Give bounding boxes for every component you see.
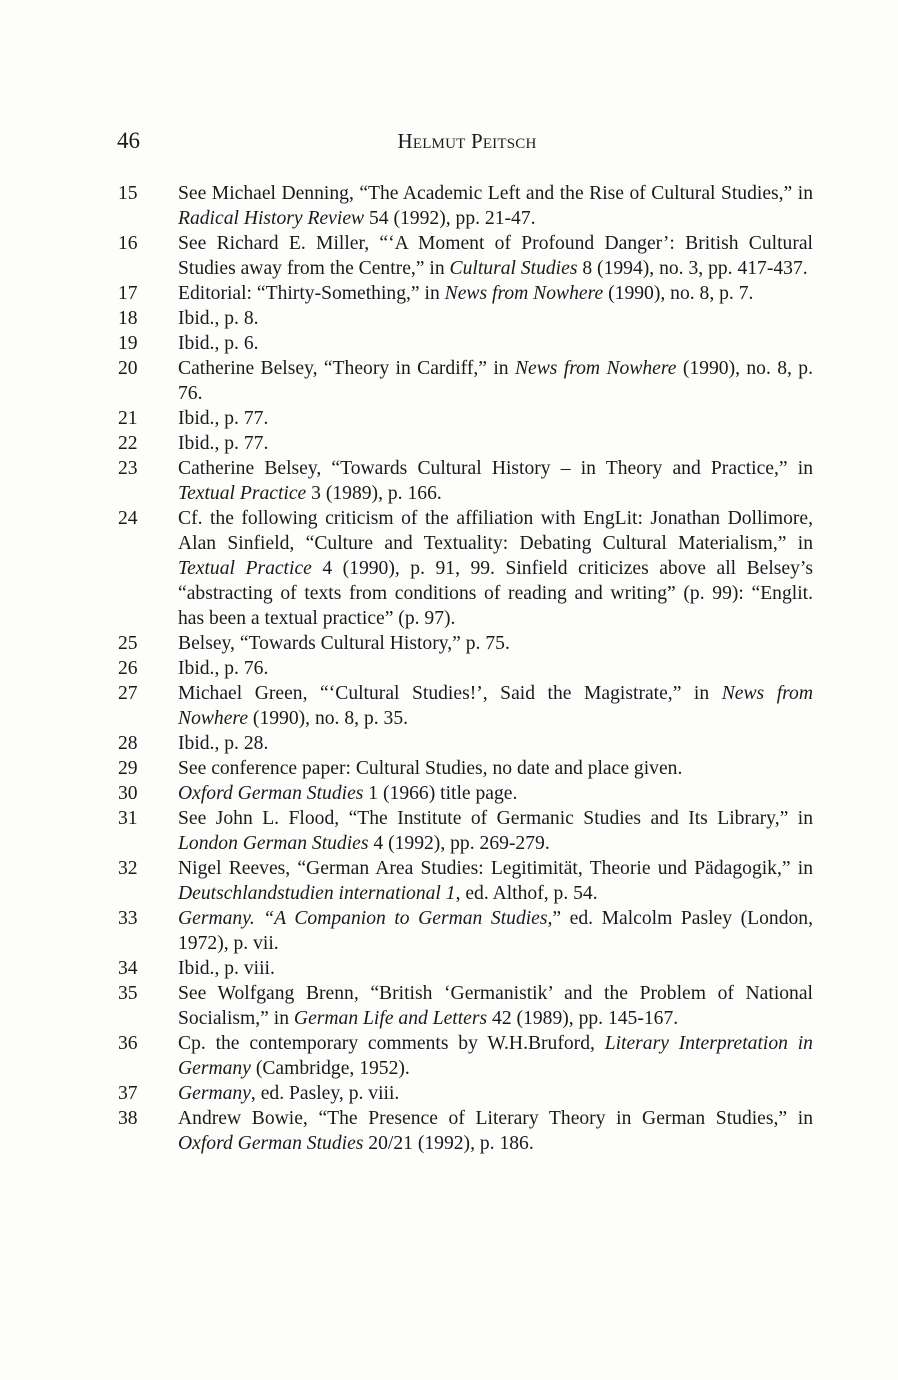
endnote-text	[178, 1081, 813, 1106]
endnote-number: 19	[118, 333, 138, 354]
endnote-title-italic: Literary Interpretation in Germany	[178, 1033, 813, 1079]
endnote-text-run: 54 (1992), pp. 21-47.	[364, 208, 536, 229]
endnote	[117, 806, 813, 856]
endnote	[117, 356, 813, 406]
endnote	[117, 906, 813, 956]
endnote-text	[178, 356, 813, 406]
endnote-text-run: Ibid., p. 77.	[178, 408, 269, 429]
endnote-number: 35	[118, 983, 138, 1004]
endnote-number: 16	[118, 233, 138, 254]
endnote-text-run: (1990), no. 8, p. 7.	[603, 283, 754, 304]
endnote-text-run: Michael Green, “‘Cultural Studies!’, Said the Magistrate,” in	[178, 683, 722, 704]
endnote-text-run: Editorial: “Thirty-Something,” in	[178, 283, 445, 304]
endnote-title-italic: Germany	[178, 1083, 251, 1104]
endnote	[117, 456, 813, 506]
endnote-number: 33	[118, 908, 138, 929]
endnote-text-run: Cp. the contemporary comments by W.H.Bruford,	[178, 1033, 605, 1054]
endnote-text	[178, 231, 813, 281]
endnote-title-italic: Radical History Review	[178, 208, 365, 229]
endnote-number: 32	[118, 858, 138, 879]
endnote-text-run: (1990), no. 8, p. 76.	[178, 358, 813, 404]
endnote-title-italic: Textual Practice	[178, 558, 312, 579]
endnote	[117, 331, 813, 356]
endnote-text-run: Ibid., p. 76.	[178, 658, 269, 679]
endnote-text-run: 3 (1989), p. 166.	[306, 483, 442, 504]
endnote	[117, 1081, 813, 1106]
endnote-number: 29	[118, 758, 138, 779]
endnote-text	[178, 406, 813, 431]
endnote-text-run: See John L. Flood, “The Institute of Germanic Studies and Its Library,” in	[178, 808, 813, 829]
endnote-number: 15	[118, 183, 138, 204]
endnote	[117, 756, 813, 781]
endnote-text-run: , ed. Pasley, p. viii.	[250, 1083, 400, 1104]
endnote-number: 36	[118, 1033, 138, 1054]
endnote	[117, 231, 813, 281]
endnote-number: 38	[118, 1108, 138, 1129]
endnote	[117, 631, 813, 656]
endnote-text	[178, 281, 813, 306]
endnote-text	[178, 781, 813, 806]
endnote-text-run: 4 (1990), p. 91, 99. Sinfield criticizes above all Belsey’s “abstracting of texts from conditions of reading and writing” (p. 99): “Englit. has been a textual practice” (p. 97).	[178, 558, 813, 629]
endnote	[117, 981, 813, 1031]
endnote	[117, 781, 813, 806]
endnote-text	[178, 1106, 813, 1156]
endnote-number: 28	[118, 733, 138, 754]
endnote	[117, 681, 813, 731]
endnote-text-run: , ed. Althof, p. 54.	[455, 883, 598, 904]
endnote-number: 30	[118, 783, 138, 804]
endnote-text-run: 8 (1994), no. 3, pp. 417-437.	[577, 258, 808, 279]
page-number: 46	[117, 128, 140, 153]
endnote-text-run: Belsey, “Towards Cultural History,” p. 75.	[178, 633, 510, 654]
endnote-text-run: See Richard E. Miller, “‘A Moment of Profound Danger’: British Cultural Studies away from the Centre,” in	[178, 233, 813, 279]
endnote	[117, 506, 813, 631]
endnote-text	[178, 506, 813, 631]
endnote-text-run: See conference paper: Cultural Studies, no date and place given.	[178, 758, 683, 779]
endnote-title-italic: News from Nowhere	[514, 358, 677, 379]
endnote-number: 27	[118, 683, 138, 704]
endnote-text	[178, 1031, 813, 1081]
endnote-text-run: 1 (1966) title page.	[363, 783, 518, 804]
endnote-text	[178, 181, 813, 231]
endnote-text-run: Catherine Belsey, “Theory in Cardiff,” in	[178, 358, 515, 379]
endnotes-list	[117, 181, 813, 1156]
endnote-text-run: Andrew Bowie, “The Presence of Literary Theory in German Studies,” in	[178, 1108, 813, 1129]
endnote-text-run: Cf. the following criticism of the affiliation with EngLit: Jonathan Dollimore, Alan Sinfield, “Culture and Textuality: Debating Cultural Materialism,” in	[178, 508, 813, 554]
endnote-text-run: See Michael Denning, “The Academic Left and the Rise of Cultural Studies,” in	[178, 183, 813, 204]
endnote	[117, 1106, 813, 1156]
endnote	[117, 406, 813, 431]
endnote-text	[178, 806, 813, 856]
endnote-text	[178, 431, 813, 456]
endnote-number: 25	[118, 633, 138, 654]
endnote	[117, 431, 813, 456]
endnote-text	[178, 731, 813, 756]
endnote-text	[178, 906, 813, 956]
endnote-number: 23	[118, 458, 138, 479]
endnote-number: 20	[118, 358, 138, 379]
endnote-text	[178, 981, 813, 1031]
endnote-title-italic: Oxford German Studies	[178, 783, 364, 804]
endnote-text	[178, 681, 813, 731]
endnote	[117, 856, 813, 906]
endnote-text-run: (Cambridge, 1952).	[250, 1058, 410, 1079]
endnote-title-italic: News from Nowhere	[178, 683, 813, 729]
endnote-text-run: ” ed. Malcolm Pasley (London, 1972), p. vii.	[178, 908, 813, 954]
endnote-text	[178, 756, 813, 781]
endnote-title-italic: London German Studies	[178, 833, 369, 854]
endnote-text-run: 42 (1989), pp. 145-167.	[487, 1008, 679, 1029]
endnote-text-run: 20/21 (1992), p. 186.	[363, 1133, 534, 1154]
endnote-title-italic: Cultural Studies	[449, 258, 578, 279]
endnote-number: 24	[118, 508, 138, 529]
endnote-text	[178, 856, 813, 906]
running-head: Helmut Peitsch	[397, 129, 537, 153]
endnote-text-run: See Wolfgang Brenn, “British ‘Germanistik’ and the Problem of National Socialism,” in	[178, 983, 813, 1029]
endnote-text-run: (1990), no. 8, p. 35.	[248, 708, 409, 729]
endnote-number: 26	[118, 658, 138, 679]
endnote-text	[178, 456, 813, 506]
endnote	[117, 656, 813, 681]
endnote-number: 34	[118, 958, 138, 979]
endnote	[117, 281, 813, 306]
endnote-text	[178, 306, 813, 331]
endnote-title-italic: German Life and Letters	[293, 1008, 488, 1029]
endnote-text	[178, 956, 813, 981]
endnote-text	[178, 656, 813, 681]
endnote-title-italic: News from Nowhere	[444, 283, 604, 304]
endnote	[117, 306, 813, 331]
endnote-text-run: Ibid., p. 8.	[178, 308, 259, 329]
endnote-title-italic: Oxford German Studies	[178, 1133, 364, 1154]
endnote	[117, 1031, 813, 1081]
endnote-title-italic: Textual Practice	[178, 483, 307, 504]
endnote-title-italic: Deutschlandstudien international 1	[178, 883, 456, 904]
endnote-text-run: Catherine Belsey, “Towards Cultural History – in Theory and Practice,” in	[178, 458, 813, 479]
endnote-text-run: Nigel Reeves, “German Area Studies: Legitimität, Theorie und Pädagogik,” in	[178, 858, 813, 879]
endnote-number: 22	[118, 433, 138, 454]
endnote	[117, 956, 813, 981]
endnote-number: 18	[118, 308, 138, 329]
endnote-number: 37	[118, 1083, 138, 1104]
endnote-title-italic: Germany. “A Companion to German Studies,	[178, 908, 553, 929]
endnote-number: 21	[118, 408, 138, 429]
endnote-text	[178, 331, 813, 356]
endnote-text-run: Ibid., p. 28.	[178, 733, 269, 754]
endnote-text-run: Ibid., p. 6.	[178, 333, 259, 354]
endnote	[117, 731, 813, 756]
endnote-text	[178, 631, 813, 656]
endnote	[117, 181, 813, 231]
endnote-number: 31	[118, 808, 138, 829]
endnote-text-run: Ibid., p. 77.	[178, 433, 269, 454]
endnote-text-run: 4 (1992), pp. 269-279.	[368, 833, 550, 854]
page-header	[117, 126, 817, 156]
endnote-text-run: Ibid., p. viii.	[178, 958, 275, 979]
endnote-number: 17	[118, 283, 138, 304]
